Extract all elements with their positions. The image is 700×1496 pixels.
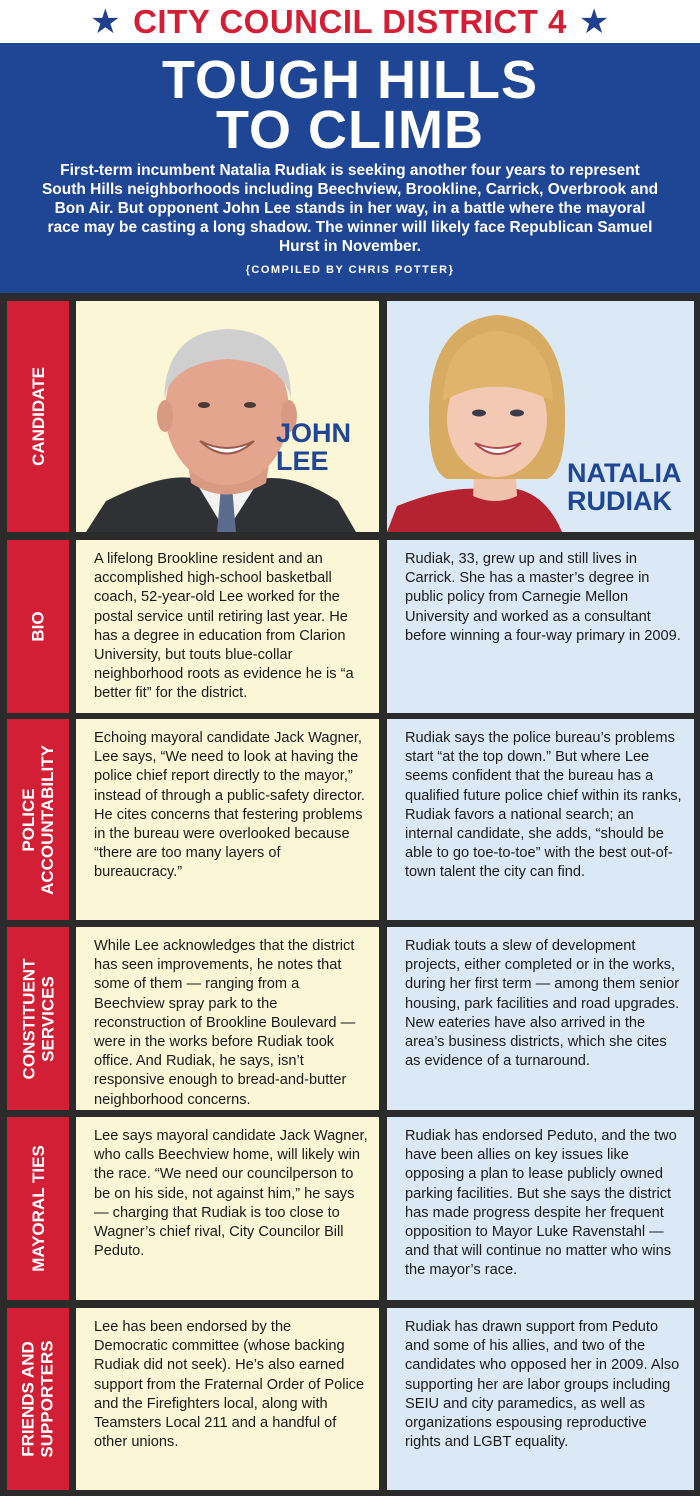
label-line: POLICE xyxy=(19,787,38,852)
rudiak-photo-cell xyxy=(387,301,694,532)
row-label-candidate: CANDIDATE xyxy=(28,367,48,466)
rudiak-mayoral-text: Rudiak has endorsed Peduto, and the two have been allies on key issues like opposing a plan to lease publicly owned parking facilities. But she says the district has made progress despite her frequent opposition to Mayor Luke Ravenstahl — and that will continue no matter who wins the mayor’s race. xyxy=(387,1117,694,1300)
rudiak-first-name: NATALIA xyxy=(567,458,682,488)
headline-line-2: TO CLIMB xyxy=(216,100,484,160)
star-icon: ★ xyxy=(578,2,610,41)
police-accountability-row xyxy=(0,719,700,920)
byline-credit: {COMPILED BY CHRIS POTTER} xyxy=(245,264,455,276)
candidate-name-lee xyxy=(276,419,351,475)
lee-supporters-text: Lee has been endorsed by the Democratic committee (whose backing Rudiak did not seek). He’s also earned support from the Fraternal Order of Police and the Firefighters local, along with Teamsters Local 211 and a handful of other unions. xyxy=(76,1308,379,1490)
district-banner xyxy=(0,0,700,43)
friends-supporters-row xyxy=(0,1308,700,1490)
label-line: SUPPORTERS xyxy=(38,1340,58,1458)
rudiak-bio-text: Rudiak, 33, grew up and still lives in Carrick. She has a master’s degree in public policy from Carnegie Mellon University and worked as a consultant before winning a four-way primary in 2009. xyxy=(387,540,694,713)
candidate-name-rudiak xyxy=(567,459,681,515)
row-label-cell xyxy=(7,301,69,532)
row-label-cell xyxy=(7,1308,69,1490)
lee-police-text: Echoing mayoral candidate Jack Wagner, Lee says, “We need to look at having the police chief report directly to the mayor,” instead of through a public-safety director. He cites concerns that festering problems in the bureau were overlooked because “there are too many layers of bureaucracy.” xyxy=(76,719,379,920)
label-line: CONSTITUENT xyxy=(19,958,39,1079)
label-line: SERVICES xyxy=(38,975,58,1062)
lee-last-name: LEE xyxy=(276,446,329,476)
candidate-row xyxy=(0,301,700,532)
rudiak-police-text: Rudiak says the police bureau’s problems start “at the top down.” But where Lee seems confident that the bureau has a qualified future police chief within its ranks, Rudiak favors a national search; an internal candidate, she adds, “should be able to go toe-to-toe” with the best out-of-town talent the city can find. xyxy=(387,719,694,920)
john-lee-portrait xyxy=(76,301,379,532)
lee-mayoral-text: Lee says mayoral candidate Jack Wagner, who calls Beechview home, will likely win the race. “We need our councilperson to be on his side, not against him,” he says — charging that Rudiak is too close to Wagner’s chief rival, City Councilor Bill Peduto. xyxy=(76,1117,379,1300)
row-label-cell xyxy=(7,927,69,1110)
dek-text: First-term incumbent Natalia Rudiak is seeking another four years to represent South Hills neighborhoods including Beechview, Brookline, Carrick, Overbrook and Bon Air. But opponent John Lee stands in her way, in a battle where the mayoral race may be casting a long shadow. The winner will likely face Republican Samuel Hurst in November. xyxy=(41,162,659,255)
row-label-cell xyxy=(7,540,69,713)
row-label-police-accountability xyxy=(19,745,57,895)
label-line: ACCOUNTABILITY xyxy=(38,744,57,895)
constituent-services-row xyxy=(0,927,700,1110)
article-header xyxy=(0,43,700,293)
row-label-mayoral-ties: MAYORAL TIES xyxy=(28,1145,48,1272)
banner-title: CITY COUNCIL DISTRICT 4 xyxy=(133,2,567,40)
star-icon: ★ xyxy=(90,2,122,41)
bio-row xyxy=(0,540,700,713)
rudiak-supporters-text: Rudiak has drawn support from Peduto and some of his allies, and two of the candidates who opposed her in 2009. Also supporting her are labor groups including SEIU and city paramedics, as well as organizations espousing reproductive rights and LGBT equality. xyxy=(387,1308,694,1490)
rudiak-constituent-text: Rudiak touts a slew of development projects, either completed or in the works, during her first term — among them senior housing, park facilities and road upgrades. New eateries have also arrived in the area’s business districts, which she cites as evidence of a turnaround. xyxy=(387,927,694,1110)
row-label-bio: BIO xyxy=(28,611,48,642)
rudiak-last-name: RUDIAK xyxy=(567,486,672,516)
row-label-cell xyxy=(7,1117,69,1300)
label-line: FRIENDS AND xyxy=(19,1341,39,1457)
row-label-constituent-services xyxy=(19,958,57,1079)
mayoral-ties-row xyxy=(0,1117,700,1300)
headline-line-1: TOUGH HILLS xyxy=(161,50,538,110)
headline xyxy=(0,50,700,160)
lee-first-name: JOHN xyxy=(276,418,352,448)
lee-constituent-text: While Lee acknowledges that the district has seen improvements, he notes that some of them — ranging from a Beechview spray park to the reconstruction of Brookline Boulevard — were in the works before Rudiak took office. And Rudiak, he says, isn’t responsive enough to bread-and-butter neighborhood concerns. xyxy=(76,927,379,1110)
lee-bio-text: A lifelong Brookline resident and an accomplished high-school basketball coach, 52-year-old Lee worked for the postal service until retiring last year. He has a degree in education from Clarion University, but touts blue-collar neighborhood roots as evidence he is “a better fit” for the district. xyxy=(76,540,379,713)
lee-photo-cell xyxy=(76,301,379,532)
row-label-friends-supporters xyxy=(19,1340,57,1457)
row-label-cell xyxy=(7,719,69,920)
